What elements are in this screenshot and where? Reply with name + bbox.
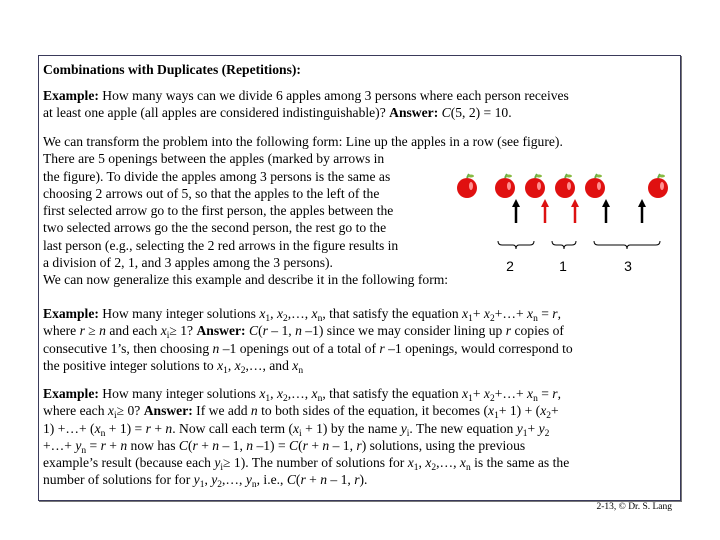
arrow-icon	[602, 199, 610, 223]
text-segment: x	[259, 386, 266, 401]
text-line	[43, 340, 673, 357]
text-segment: 1	[265, 314, 271, 324]
text-segment: the figure). To divide the apples among 3 persons is the same as	[43, 168, 391, 184]
text-segment: n	[250, 403, 258, 419]
text-segment: ,	[557, 386, 561, 401]
text-segment: n	[295, 323, 302, 339]
text-segment: last person (e.g., selecting the 2 red arrows in the figure results in	[43, 237, 399, 253]
text-segment: We can transform the problem into the following form: Line up the apples in a row (see figure).	[43, 134, 563, 149]
text-segment: x	[292, 420, 300, 436]
text-segment: copies of	[511, 323, 564, 339]
text-segment: r	[79, 323, 85, 339]
text-segment: first selected arrow go to the first person, the apples between the	[43, 203, 394, 219]
apple-icon	[585, 174, 605, 198]
text-segment: n	[465, 463, 471, 474]
text-segment: 1) +…+ (	[43, 420, 95, 436]
text-segment: x	[276, 386, 283, 401]
text-segment: choosing 2 arrows out of 5, so that the apples to the left of the	[43, 185, 380, 201]
text-segment: y	[400, 420, 407, 436]
text-line	[43, 133, 673, 150]
text-segment: ,	[270, 306, 277, 321]
text-segment: r	[552, 306, 558, 321]
text-segment: ,…,	[287, 386, 312, 401]
text-segment: y	[538, 420, 545, 436]
text-segment: number of solutions for for	[43, 472, 194, 488]
text-segment: + 1) by the name	[301, 420, 401, 436]
text-segment: ,…, and	[245, 357, 293, 373]
text-segment: x	[527, 306, 534, 321]
text-segment: ,…,	[287, 306, 312, 321]
example-positive-solutions-paragraph	[43, 305, 673, 374]
text-segment: x	[462, 386, 469, 401]
text-segment: ,	[204, 472, 212, 488]
text-segment: –1) since we may consider lining up	[301, 323, 506, 339]
text-segment: r	[552, 386, 558, 401]
example-apples-paragraph	[43, 87, 673, 122]
text-segment: – 1,	[219, 437, 247, 453]
bold-label: Answer:	[196, 323, 246, 339]
text-segment: =	[537, 386, 553, 401]
text-segment: ,	[227, 357, 235, 373]
text-segment: r	[505, 323, 512, 339]
text-segment: r	[300, 472, 306, 488]
text-segment: +…+	[494, 306, 528, 321]
text-segment: x	[488, 403, 495, 419]
text-line	[43, 104, 673, 121]
text-line	[43, 385, 673, 402]
text-segment: ,	[270, 386, 277, 401]
apples-figure	[455, 165, 675, 280]
text-segment: ,	[557, 306, 561, 321]
text-segment: C	[286, 472, 296, 488]
text-segment: where each	[43, 403, 108, 419]
text-segment: +	[307, 437, 323, 453]
text-segment: ≥ 1). The number of solutions for	[223, 455, 408, 471]
text-line	[43, 87, 673, 104]
text-segment: and each	[105, 323, 161, 339]
arrow-icon	[571, 199, 579, 223]
brace-icon	[552, 241, 576, 249]
apple-icon	[555, 174, 575, 198]
text-segment: where	[43, 323, 80, 339]
text-segment: example’s result (because each	[43, 455, 215, 471]
text-segment: C	[289, 437, 299, 453]
text-segment: +	[105, 437, 121, 453]
text-segment: , that satisfy the equation	[322, 386, 463, 401]
text-segment: ,…,	[222, 472, 246, 488]
text-segment: How many integer solutions	[98, 386, 260, 401]
text-segment: n	[533, 394, 538, 404]
text-segment: ≥ 1?	[169, 323, 197, 339]
text-segment: –1 openings, would correspond to	[384, 340, 573, 356]
text-segment: n	[99, 323, 106, 339]
text-segment: , that satisfy the equation	[322, 306, 463, 321]
text-segment: + 1) + (	[498, 403, 541, 419]
text-segment: +…+	[43, 437, 76, 453]
text-segment: i	[406, 428, 410, 439]
text-segment: now has	[127, 437, 179, 453]
text-segment: n	[317, 394, 323, 404]
text-segment: ).	[359, 472, 368, 488]
text-segment: y	[75, 437, 82, 453]
group-label-1: 2	[506, 258, 514, 274]
bold-label: Answer:	[389, 105, 439, 121]
text-segment: r	[379, 340, 385, 356]
text-segment: x	[234, 357, 241, 373]
text-segment: +…+	[494, 386, 528, 401]
text-segment: –1 openings out of a total of	[219, 340, 380, 356]
text-line	[43, 420, 673, 437]
text-segment: n	[322, 437, 330, 453]
text-segment: the positive integer solutions to	[43, 357, 218, 373]
text-segment: (	[295, 472, 301, 488]
text-segment: +	[197, 437, 213, 453]
apple-icon	[525, 174, 545, 198]
bold-label: Example:	[43, 88, 99, 103]
slide-footer: 2-13, © Dr. S. Lang	[596, 502, 672, 512]
text-segment: r	[356, 437, 362, 453]
text-segment: consecutive 1’s, then choosing	[43, 340, 213, 356]
text-segment: There are 5 openings between the apples (marked by arrows in	[43, 151, 385, 167]
text-segment: – 1,	[329, 437, 357, 453]
text-segment: two selected arrows go the the second person, the rest go to the	[43, 220, 387, 236]
text-segment: n	[251, 480, 257, 491]
text-segment: 2	[489, 314, 495, 324]
text-segment: + 1) =	[105, 420, 146, 436]
text-segment: i	[299, 428, 302, 439]
text-segment: n	[165, 420, 173, 436]
text-segment: n	[212, 437, 220, 453]
text-segment: x	[311, 306, 318, 321]
text-segment: n	[120, 437, 128, 453]
text-segment: +	[472, 386, 484, 401]
text-line	[43, 322, 673, 342]
text-segment: (	[298, 437, 303, 453]
text-segment: (	[187, 437, 193, 453]
text-segment: 1	[468, 314, 473, 324]
text-segment: i	[220, 463, 224, 474]
apple-icon	[495, 174, 515, 198]
text-segment: +	[527, 420, 539, 436]
text-segment: r	[192, 437, 198, 453]
text-segment: at least one apple (all apples are considered indistinguishable)?	[43, 105, 390, 121]
slide-title: Combinations with Duplicates (Repetitions):	[43, 62, 301, 77]
text-segment: – 1,	[267, 323, 296, 339]
text-segment: r	[354, 472, 360, 488]
brace-icon	[498, 241, 534, 249]
text-segment: r	[302, 437, 308, 453]
text-segment: 1	[413, 463, 419, 474]
text-segment: y	[193, 472, 200, 488]
text-segment: n	[212, 340, 220, 356]
text-segment: +	[150, 420, 166, 436]
text-segment: i	[113, 411, 117, 422]
bold-label: Example:	[43, 306, 99, 321]
text-segment: n	[100, 428, 106, 439]
text-segment: ,	[418, 455, 426, 471]
text-segment: x	[483, 386, 490, 401]
text-segment: C	[178, 437, 188, 453]
text-segment: ≥	[84, 323, 100, 339]
text-segment: x	[462, 306, 469, 321]
text-segment: y	[211, 472, 218, 488]
text-segment: y	[516, 420, 523, 436]
text-segment: ≥ 0?	[116, 403, 144, 419]
text-segment: n	[246, 437, 254, 453]
text-segment: n	[298, 365, 304, 376]
text-segment: x	[292, 357, 299, 373]
text-segment: x	[311, 386, 318, 401]
text-segment: 2	[431, 463, 437, 474]
text-segment: i	[166, 331, 170, 342]
text-line	[43, 437, 673, 454]
text-segment: We can now generalize this example and describe it in the following form:	[43, 272, 449, 288]
text-segment: a division of 2, 1, and 3 apples among the 3 persons).	[43, 255, 333, 271]
text-segment: 2	[544, 428, 550, 439]
bold-label: Answer:	[143, 403, 193, 419]
text-segment: C	[441, 105, 451, 121]
text-segment: 1	[468, 394, 473, 404]
text-segment: –1) =	[253, 437, 290, 453]
text-segment: x	[107, 403, 114, 419]
text-segment: n	[533, 314, 538, 324]
text-segment: – 1,	[327, 472, 355, 488]
text-segment: r	[145, 420, 151, 436]
text-segment: (5, 2) = 10.	[450, 105, 512, 121]
text-segment: to both sides of the equation, it becomes (	[257, 403, 489, 419]
text-segment: x	[527, 386, 534, 401]
text-segment: x	[459, 455, 466, 471]
example-nonnegative-solutions-paragraph	[43, 385, 673, 489]
text-segment: n	[81, 445, 87, 456]
text-segment: If we add	[192, 403, 251, 419]
text-segment: x	[483, 306, 490, 321]
text-segment: ,…,	[436, 455, 460, 471]
arrow-icon	[512, 199, 520, 223]
text-segment: , i.e.,	[256, 472, 287, 488]
apple-icon	[457, 174, 477, 198]
text-segment: n	[320, 472, 327, 488]
text-segment: 2	[217, 480, 223, 491]
brace-icon	[594, 241, 660, 249]
text-segment: 1	[199, 480, 205, 491]
text-segment: r	[262, 323, 268, 339]
text-segment: x	[425, 455, 432, 471]
apple-icon	[648, 174, 668, 198]
group-label-3: 3	[624, 258, 632, 274]
text-segment: y	[214, 455, 221, 471]
text-segment: x	[276, 306, 283, 321]
text-segment: y	[245, 472, 252, 488]
text-segment: 1	[223, 365, 228, 376]
text-segment: 2	[240, 365, 246, 376]
text-segment: How many integer solutions	[98, 306, 260, 321]
text-segment: +	[472, 306, 484, 321]
text-segment: 1	[265, 394, 271, 404]
text-segment: x	[407, 455, 414, 471]
text-segment: C	[248, 323, 259, 339]
text-segment: x	[94, 420, 101, 436]
text-segment: r	[100, 437, 106, 453]
text-segment: x	[217, 357, 224, 373]
text-segment: =	[86, 437, 101, 453]
text-segment: x	[259, 306, 266, 321]
text-segment: n	[317, 314, 323, 324]
text-line	[43, 357, 673, 374]
text-segment: ) solutions, using the previous	[361, 437, 526, 453]
text-segment: 1	[494, 411, 499, 422]
text-segment: How many ways can we divide 6 apples among 3 persons where each person receives	[98, 88, 569, 103]
text-line	[43, 454, 673, 474]
text-line	[43, 402, 673, 422]
text-segment: +	[551, 403, 559, 419]
text-segment: 2	[489, 394, 495, 404]
text-segment: . The new equation	[409, 420, 517, 436]
text-segment: 2	[283, 314, 288, 324]
text-line	[43, 471, 673, 491]
bold-label: Example:	[43, 386, 99, 401]
arrow-icon	[638, 199, 646, 223]
arrow-icon	[541, 199, 549, 223]
text-segment: 2	[546, 411, 551, 422]
text-segment: x	[540, 403, 547, 419]
text-segment: 2	[283, 394, 288, 404]
group-label-2: 1	[559, 258, 567, 274]
text-segment: (	[258, 323, 263, 339]
text-segment: is the same as the	[470, 455, 570, 471]
text-segment: =	[537, 306, 553, 321]
text-line	[43, 305, 673, 322]
text-segment: +	[305, 472, 321, 488]
text-segment: x	[160, 323, 167, 339]
text-segment: . Now call each term (	[172, 420, 293, 436]
text-segment: 1	[522, 428, 528, 439]
